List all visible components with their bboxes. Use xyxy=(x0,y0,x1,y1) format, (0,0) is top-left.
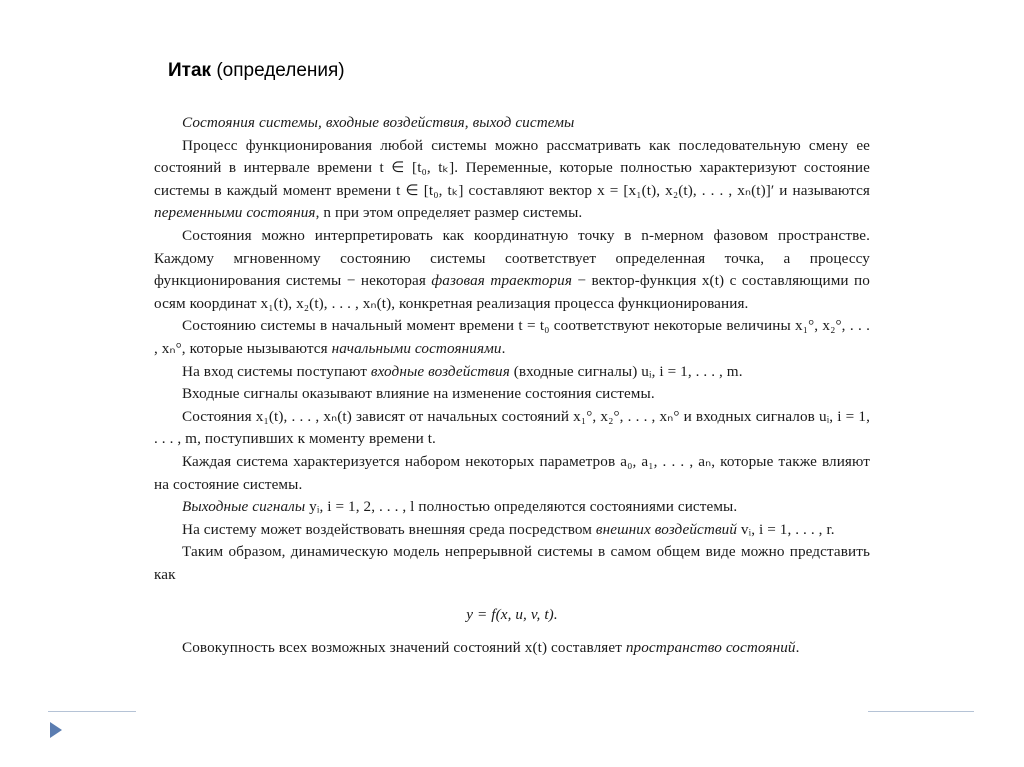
p1-emphasis: переменными состояния xyxy=(154,204,316,222)
p8-emphasis: Выходные сигналы xyxy=(182,498,306,516)
p4-emphasis: входные воздействия xyxy=(370,362,510,380)
paragraph-2 xyxy=(154,225,870,315)
p3-end: . xyxy=(501,339,506,357)
paragraph-7: Каждая система характеризуется набором некоторых параметров a₀, a₁, . . . , aₙ, которые также влияют на состояние системы. xyxy=(154,452,870,493)
p11-emphasis: пространство состояний xyxy=(625,639,796,657)
paragraph-10: Таким образом, динамическую модель непрерывной системы в самом общем виде можно представить как xyxy=(154,543,870,583)
p2-text: Состояния можно интерпретировать как координатную точку в n-мерном фазовом пространстве. Каждому мгновенному состоянию системы соответствует определенная точка, а процессу функционирования системы − некоторая xyxy=(154,226,870,290)
footer-divider-left xyxy=(48,711,136,712)
model-formula: y = f(x, u, v, t). xyxy=(466,606,558,624)
slide-title-rest: (определения) xyxy=(211,60,345,81)
paragraph-3 xyxy=(154,315,870,360)
footer-divider-right xyxy=(868,711,974,712)
p11-end: . xyxy=(795,639,800,657)
p1-text: Процесс функционирования любой системы можно рассматривать как последовательную смену ее состояний в интервале времени t ∈ [t₀, tₖ]. Переменные, которые полностью характеризуют состояние системы в каждый момент времени t ∈ [t₀, tₖ] составляют вектор x = [x₁(t), x₂(t), . . . , xₙ(t)]′ и называются xyxy=(154,136,870,199)
paragraph-4 xyxy=(154,361,870,384)
p4-end: (входные сигналы) uᵢ, i = 1, . . . , m. xyxy=(509,362,743,380)
paragraph-9 xyxy=(154,519,870,542)
section-heading: Состояния системы, входные воздействия, выход системы xyxy=(182,114,575,131)
definitions-text xyxy=(154,112,870,660)
slide-title xyxy=(168,60,345,82)
p8-text: yᵢ, i = 1, 2, . . . , l полностью определяются состояниями системы. xyxy=(305,498,738,516)
p1-end: , n при этом определяет размер системы. xyxy=(315,204,583,222)
p11-text: Совокупность всех возможных значений состояний x(t) составляет xyxy=(182,639,626,657)
p2-end: − вектор-функция x(t) с составляющими по осям координат x₁(t), x₂(t), . . . , xₙ(t), конкретная реализация процесса функционирования. xyxy=(154,272,870,312)
paragraph-1 xyxy=(154,135,870,225)
p3-emphasis: начальными состояниями xyxy=(331,339,502,357)
paragraph-5: Входные сигналы оказывают влияние на изменение состояния системы. xyxy=(182,385,655,403)
p3-text: Состоянию системы в начальный момент времени t = t₀ соответствуют некоторые величины x₁°, x₂°, . . . , xₙ°, которые нызываются xyxy=(154,317,870,357)
slide-title-bold: Итак xyxy=(168,60,212,81)
p2-emphasis: фазовая траектория xyxy=(431,272,572,290)
paragraph-6: Состояния x₁(t), . . . , xₙ(t) зависят от начальных состояний x₁°, x₂°, . . . , xₙ° и входных сигналов uᵢ, i = 1, . . . , m, поступивших к моменту времени t. xyxy=(154,407,870,448)
triangle-right-icon[interactable] xyxy=(50,722,62,738)
paragraph-11 xyxy=(154,637,870,660)
p4-text: На вход системы поступают xyxy=(182,362,371,380)
paragraph-8 xyxy=(154,496,870,519)
p9-text: На систему может воздействовать внешняя среда посредством xyxy=(182,520,596,538)
p9-emphasis: внешних воздействий xyxy=(595,520,738,538)
p9-end: vᵢ, i = 1, . . . , r. xyxy=(737,520,835,538)
